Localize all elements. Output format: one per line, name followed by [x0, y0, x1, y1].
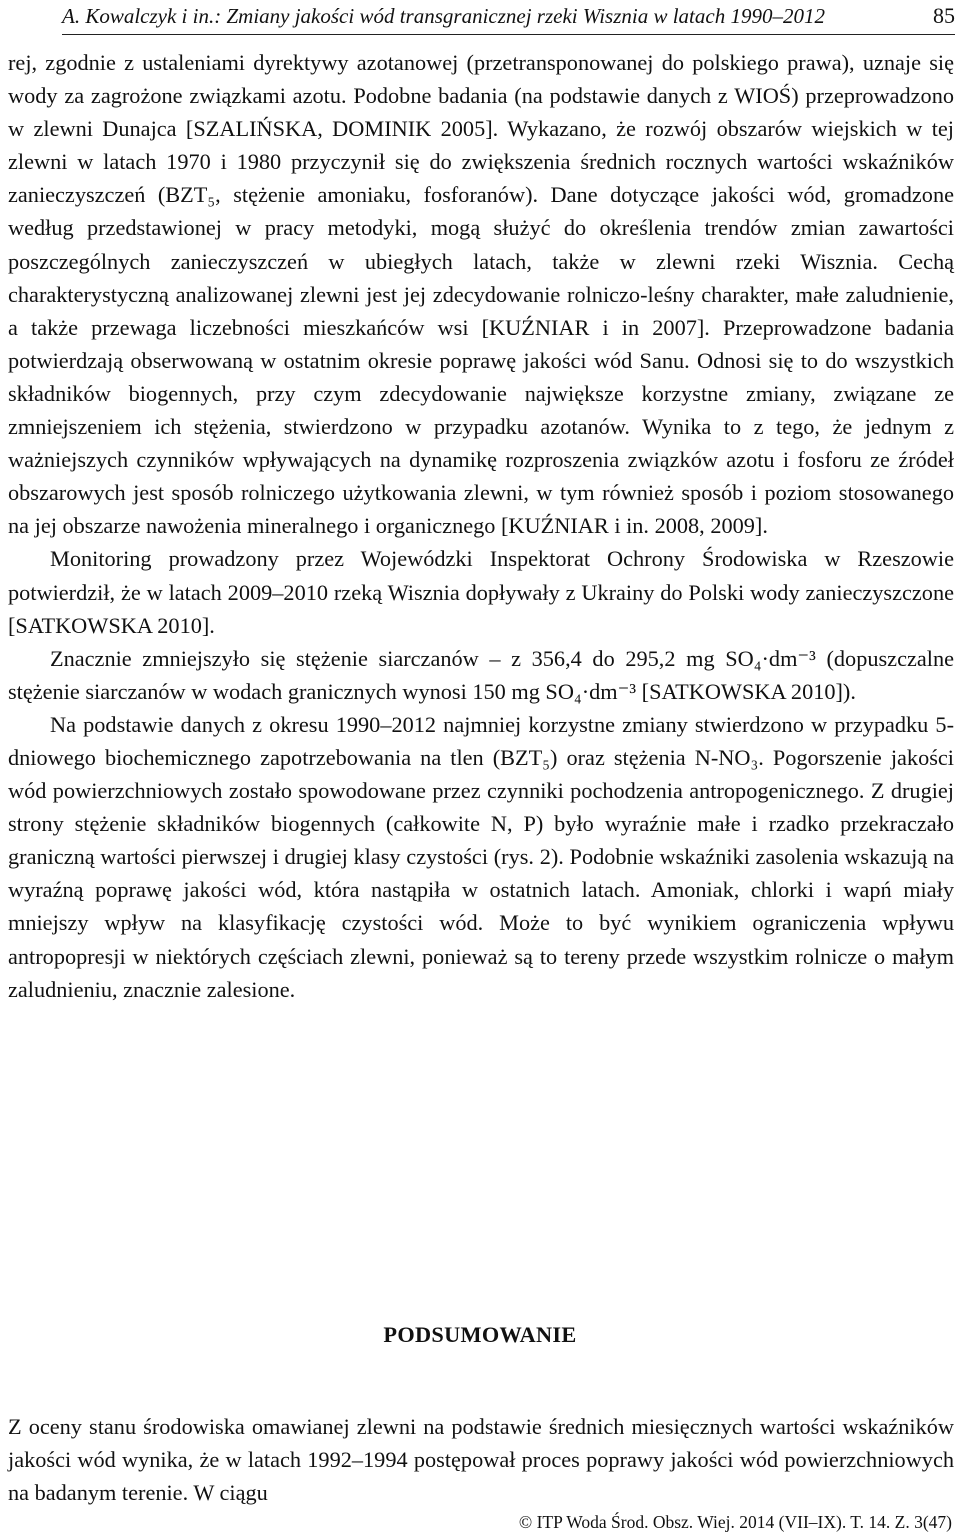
paragraph-2: Monitoring prowadzony przez Wojewódzki Inspektorat Ochrony Środowiska w Rzeszowie potwierdził, że w latach 2009–2010 rzeką Wisznia dopływały z Ukrainy do Polski wody zanieczyszczone [SATKOWSKA 2010].	[8, 546, 954, 638]
main-text	[8, 46, 954, 1006]
paragraph-3: Znacznie zmniejszyło się stężenie siarczanów – z 356,4 do 295,2 mg SO₄·dm⁻³ (dopuszczalne stężenie siarczanów w wodach granicznych wynosi 150 mg SO₄·dm⁻³ [SATKOWSKA 2010]).	[8, 645, 954, 704]
summary-paragraph: Z oceny stanu środowiska omawianej zlewni na podstawie średnich miesięcznych wartości wskaźników jakości wód wynika, że w latach 1992–1994 postępował proces poprawy jakości wód powierzchniowych na badanym terenie. W ciągu	[8, 1414, 954, 1506]
paragraph-4: Na podstawie danych z okresu 1990–2012 najmniej korzystne zmiany stwierdzono w przypadku 5-dniowego biochemicznego zapotrzebowania na tlen (BZT₅) oraz stężenia N-NO₃. Pogorszenie jakości wód powierzchniowych zostało spowodowane przez czynniki pochodzenia antropogenicznego. Z drugiej strony stężenie składników biogennych (całkowite N, P) było wyraźnie małe i rzadko przekraczało graniczną wartości pierwszej i drugiej klasy czystości (rys. 2). Podobnie wskaźniki zasolenia wskazują na wyraźną poprawę jakości wód, która nastąpiła w ostatnich latach. Amoniak, chlorki i wapń miały mniejszy wpływ na klasyfikację czystości wód. Może to być wynikiem ograniczenia wpływu antropopresji w niektórych częściach zlewni, ponieważ są to tereny przede wszystkim rolnicze o małym zaludnieniu, znacznie zalesione.	[8, 711, 954, 1002]
paragraph-1: rej, zgodnie z ustaleniami dyrektywy azotanowej (przetransponowanej do polskiego prawa), uznaje się wody za zagrożone związkami azotu. Podobne badania (na podstawie danych z WIOŚ) przeprowadzono w zlewni Dunajca [SZALIŃSKA, DOMINIK 2005]. Wykazano, że rozwój obszarów wiejskich w tej zlewni w latach 1970 i 1980 przyczynił się do zwiększenia średnich rocznych wartości wskaźników zanieczyszczeń (BZT₅, stężenie amoniaku, fosforanów). Dane dotyczące jakości wód, gromadzone według przedstawionej w pracy metodyki, mogą służyć do określenia trendów zmian zawartości poszczególnych zanieczyszczeń w ubiegłych latach, także w zlewni rzeki Wisznia. Cechą charakterystyczną analizowanej zlewni jest jej zdecydowanie rolniczo-leśny charakter, małe zaludnienie, a także przewaga liczebności mieszkańców wsi [KUŹNIAR i in 2007]. Przeprowadzone badania potwierdzają obserwowaną w ostatnim okresie poprawę jakości wód Sanu. Odnosi się to do wszystkich składników biogennych, przy czym zdecydowanie największe korzystne zmiany, związane ze zmniejszeniem ich stężenia, stwierdzono w przypadku azotanów. Wynika to z tego, że jednym z ważniejszych czynników wpływających na dynamikę rozproszenia związków azotu i fosforu ze źródeł obszarowych jest sposób rolniczego użytkowania zlewni, w tym również sposób i poziom stosowanego na jej obszarze nawożenia mineralnego i organicznego [KUŹNIAR i in. 2008, 2009].	[8, 50, 954, 539]
section-heading: PODSUMOWANIE	[383, 1322, 577, 1347]
page-number: 85	[933, 3, 955, 28]
running-header	[62, 0, 955, 35]
running-title: A. Kowalczyk i in.: Zmiany jakości wód transgranicznej rzeki Wisznia w latach 1990–2012	[62, 4, 825, 28]
summary-text	[8, 1388, 954, 1532]
footer-citation: © ITP Woda Środ. Obsz. Wiej. 2014 (VII–IX). T. 14. Z. 3(47)	[518, 1512, 952, 1532]
